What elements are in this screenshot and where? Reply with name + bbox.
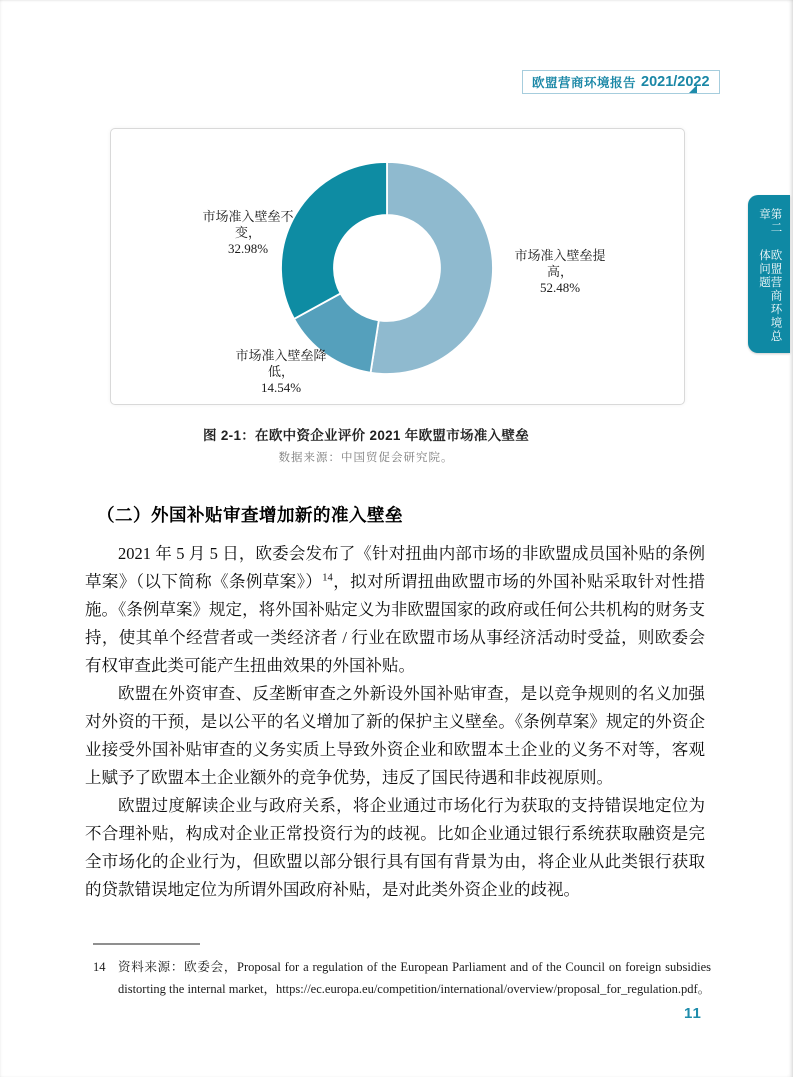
chart-label-unchanged: 市场准入壁垒不变， 32.98% [202,209,294,256]
chapter-tab-number: 第二章 [758,208,782,235]
figure-data-source: 数据来源：中国贸促会研究院。 [278,452,454,464]
paragraph-3: 欧盟过度解读企业与政府关系，将企业通过市场化行为获取的支持错误地定位为不合理补贴，构成对企业正常投资行为的歧视。比如企业通过银行系统获取融资是完全市场化的企业行为，但欧盟以部分银行具有国有背景为由，将企业从此类银行获取的贷款错误地定位为所谓外国政府补贴，是对此类外资企业的歧视。 [85,796,705,899]
paragraph-2: 欧盟在外资审查、反垄断审查之外新设外国补贴审查，是以竞争规则的名义加强对外资的干预，是以公平的名义增加了新的保护主义壁垒。《条例草案》规定的外资企业接受外国补贴审查的义务实质上导致外资企业和欧盟本土企业的义务不对等，客观上赋予了欧盟本土企业额外的竞争优势，违反了国民待遇和非歧视原则。 [85,684,705,787]
body-text [85,540,705,904]
report-title: 欧盟营商环境报告 [532,76,637,90]
figure-2-1-chart-card [110,128,685,405]
header-corner-mark [689,85,697,93]
donut-chart [280,161,494,375]
chapter-tab [748,195,790,353]
footnote-divider [93,943,200,945]
chart-label-raised: 市场准入壁垒提高， 52.48% [514,248,606,295]
donut-slice [371,162,493,374]
footnote-text: 资料来源：欧委会，Proposal for a regulation of the European Parliament and of the Council on foreign subsidies distorting the internal market，https://ec.europa.eu/competition/international/overview/proposal_for_regulation.pdf。 [118,960,711,996]
chart-label-lowered: 市场准入壁垒降低， 14.54% [235,348,327,395]
section-heading: （二）外国补贴审查增加新的准入壁垒 [97,505,403,525]
page-number: 11 [684,1005,702,1022]
footnote-14 [93,956,711,1000]
figure-caption: 图 2-1：在欧中资企业评价 2021 年欧盟市场准入壁垒 [203,428,529,443]
paragraph-1: 2021 年 5 月 5 日，欧委会发布了《针对扭曲内部市场的非欧盟成员国补贴的条例草案》（以下简称《条例草案》）$^{14}$，拟对所谓扭曲欧盟市场的外国补贴采取针对性措施。《条例草案》规定，将外国补贴定义为非欧盟国家的政府或任何公共机构的财务支持，使其单个经营者或一类经济者 / 行业在欧盟市场从事经济活动时受益，则欧委会有权审查此类可能产生扭曲效果的外国补贴。 [85,544,706,675]
footnote-ref-14: 14 [322,572,333,584]
footnote-marker: 14 [93,960,106,974]
chapter-tab-title: 欧盟营商环境总体问题 [758,249,782,344]
report-year: 2021/2022 [641,74,710,90]
